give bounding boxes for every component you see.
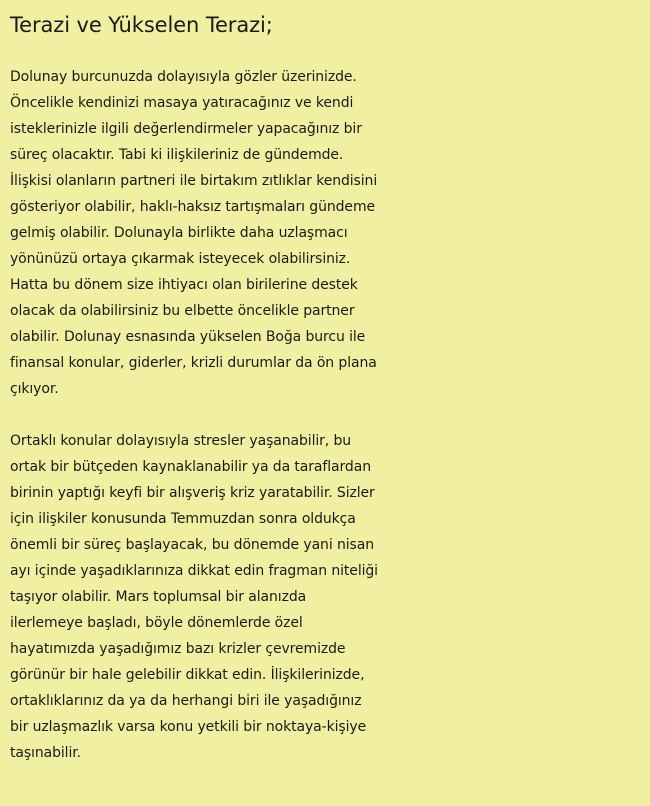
text-line: İlişkisi olanların partneri ile birtakım zıtlıklar kendisini <box>10 173 378 189</box>
text-line: gelmiş olabilir. Dolunayla birlikte daha uzlaşmacı <box>10 225 348 241</box>
text-line: bir uzlaşmazlık varsa konu yetkili bir noktaya-kişiye <box>10 719 367 735</box>
text-line: taşıyor olabilir. Mars toplumsal bir alanızda <box>10 589 307 605</box>
text-line: ilerlemeye başladı, böyle dönemlerde özel <box>10 615 303 631</box>
text-line: Ortaklı konular dolayısıyla stresler yaşanabilir, bu <box>10 433 352 449</box>
text-line: Öncelikle kendinizi masaya yatıracağınız ve kendi <box>10 95 354 111</box>
text-line: Dolunay burcunuzda dolayısıyla gözler üzerinizde. <box>10 69 357 85</box>
text-line: taşınabilir. <box>10 745 81 761</box>
text-line: yönünüzü ortaya çıkarmak isteyecek olabilirsiniz. <box>10 251 351 267</box>
text-line: olabilir. Dolunay esnasında yükselen Boğa burcu ile <box>10 329 366 345</box>
text-line: süreç olacaktır. Tabi ki ilişkileriniz de gündemde. <box>10 147 344 163</box>
paragraph-1 <box>10 64 645 402</box>
text-line: görünür bir hale gelebilir dikkat edin. İlişkilerinizde, <box>10 667 365 683</box>
text-line: için ilişkiler konusunda Temmuzdan sonra oldukça <box>10 511 356 527</box>
text-line: isteklerinizle ilgili değerlendirmeler yapacağınız bir <box>10 121 362 137</box>
text-line: ayı içinde yaşadıklarınıza dikkat edin fragman niteliği <box>10 563 378 579</box>
text-line: hayatımızda yaşadığımız bazı krizler çevremizde <box>10 641 346 657</box>
article-body <box>10 12 645 766</box>
text-line: finansal konular, giderler, krizli durumlar da ön plana <box>10 355 377 371</box>
section-heading: Terazi ve Yükselen Terazi; <box>10 13 273 37</box>
text-line: çıkıyor. <box>10 381 59 397</box>
text-line: olacak da olabilirsiniz bu elbette öncelikle partner <box>10 303 355 319</box>
text-line: Hatta bu dönem size ihtiyacı olan birilerine destek <box>10 277 358 293</box>
text-line: önemli bir süreç başlayacak, bu dönemde yani nisan <box>10 537 374 553</box>
paragraph-2 <box>10 428 645 766</box>
text-line: birinin yaptığı keyfi bir alışveriş kriz yaratabilir. Sizler <box>10 485 375 501</box>
text-line: ortak bir bütçeden kaynaklanabilir ya da taraflardan <box>10 459 371 475</box>
text-line: gösteriyor olabilir, haklı-haksız tartışmaları gündeme <box>10 199 375 215</box>
text-line: ortaklıklarınız da ya da herhangi biri ile yaşadığınız <box>10 693 362 709</box>
